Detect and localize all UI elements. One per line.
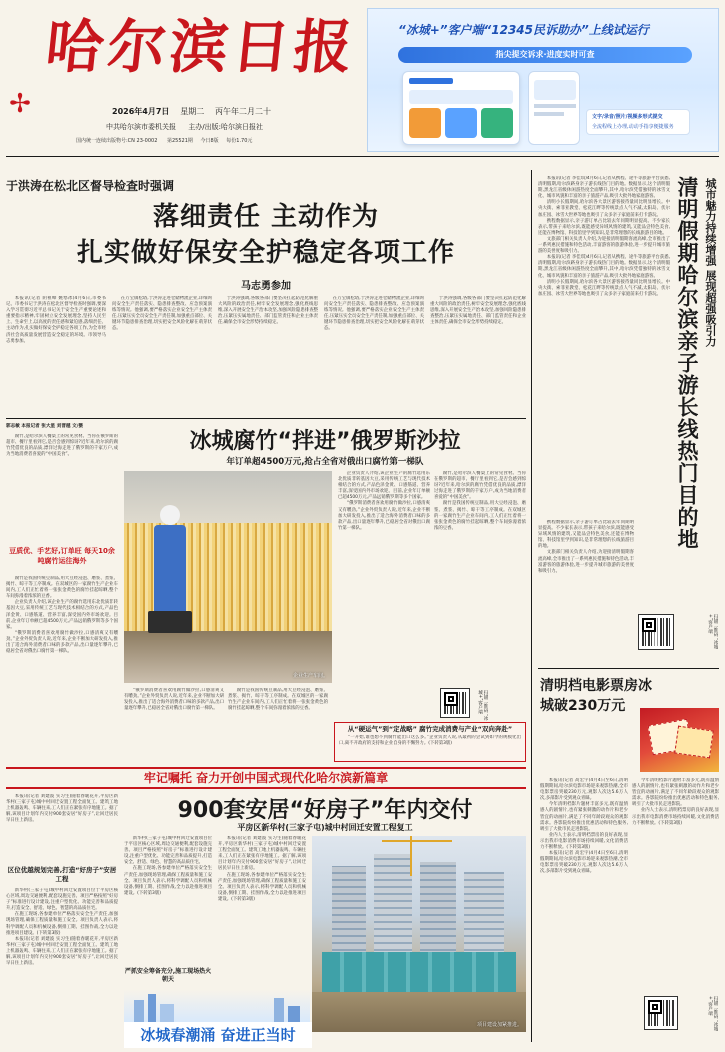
lead-title-2: 扎实做好保安全护稳定各项工作	[76, 238, 455, 268]
ad-headline: “冰城+”客户端“12345民诉助办”上线试运行	[398, 23, 649, 37]
housing-col-mid-1: 新华村(三家子屯)城中村回迁安置项目位于平房区核心区域,周边交通便利,配套设施完善。项目严格按照“好房子”标准进行设计建设,注重户型优化、功能完善和品质提升,打造安全、舒适、绿色、智慧的高品质住宅。 在施工现场,各参建单位严格落实安全生产责任,加强现场管理,确保工程质量和施工安全。项目负责人表示,将科学调配人员和机械设备,倒排工期、挂图作战,全力以赴推进项目建设。(下转第3版)	[124, 836, 212, 896]
meat-col-low-1: “俄罗斯消费者喜欢用腐竹做沙拉,口感清爽又有嚼劲。”企业外贸负责人说,近年来,企业不断加大研发投入,推出了适合海外消费者口味的多款产品,出口量逐年攀升,已稳居全省对俄出口腐竹第一梯队。	[124, 688, 224, 712]
movie-title: 清明档电影票房冰城破230万元	[540, 678, 652, 714]
meat-col-left-1: 腐竹,是哈尔滨人餐桌上的常见食材。当你在俄罗斯的超市、餐厅里看到它,是否会感到惊讶?近年来,哈尔滨的腐竹凭借优良的品质,漂洋过海走进了俄罗斯的千家万户,成为当地消费者喜爱的“中国美食”。	[6, 434, 118, 458]
masthead-issue: 国内统一连续出版物号:CN 23-0002 第25521期 今日8版 每份1.70元	[76, 138, 253, 144]
movie-ticket-photo	[640, 708, 719, 772]
side-qr-label: 扫描二维码 “冰城+”客户端	[707, 614, 718, 650]
housing-subtitle: 平房区新华村(三家子屯)城中村回迁安置工程复工	[237, 823, 413, 832]
movie-qr-code-icon[interactable]	[644, 996, 678, 1030]
masthead-title: 哈尔滨日报	[42, 13, 360, 81]
lead-kicker: 于洪涛在松北区督导检查时强调	[6, 179, 175, 193]
tofu-skin-factory-photo	[124, 471, 332, 683]
side-kicker: 城市魅力持续增强 展现超强吸引力	[704, 178, 717, 347]
photo-caption: 企业生产车间。	[292, 673, 328, 679]
housing-col-left-1: 本报讯(记者 刘建波 实习生)随着春暖花开,平房区新华村(三家子屯)城中村回迁安置工程全面复工。建筑工地上机器轰鸣、车辆往来,工人们正在紧张有序地施工。据了解,该项目计划年内交付900套安居“好房子”,让回迁居民早日住上新房。	[6, 794, 118, 824]
masthead	[0, 0, 360, 150]
meat-subhead: 豆质优、手艺好,订单旺 每天10余吨腐竹运往海外	[9, 547, 115, 565]
meat-title: 冰城腐竹“拌进”俄罗斯沙拉	[189, 429, 461, 454]
side-divider	[538, 668, 719, 669]
lead-divider	[6, 418, 526, 419]
movie-col-1: 本报讯(记者 高宏宇)4月4日至6日,清明假期期间,哈尔滨电影市场迎来观影热潮,全市电影票房突破230万元,观影人次达5.6万人次,多部影片受到观众青睐。 今年清明档影片题材丰富多元,既有温情感人的剧情片,也有紧张刺激的动作片和老少皆宜的动画片,满足了不同年龄段观众的观影需求。各影院纷纷推出优惠活动和特色服务,吸引了大批市民走进影院。 业内人士表示,清明档票房的良好表现,显示出我市电影消费市场持续回暖,文化消费活力不断释放。(下转第3版) 本报讯(记者 高宏宇)4月4日至6日,清明假期期间,哈尔滨电影市场迎来观影热潮,全市电影票房突破230万元,观影人次达5.6万人次,多部影片受到观众青睐。	[540, 778, 628, 875]
slogan-1: 牢记嘱托 奋力开创中国式现代化哈尔滨新篇章	[143, 771, 389, 785]
slogan-2: 冰城春潮涌 奋进正当时	[140, 1026, 296, 1044]
meat-byline: 郭志敏 本报记者 张大星 刘晋越 文/摄	[6, 424, 83, 429]
masthead-date: 2026年4月7日 星期二 丙午年二月二十	[112, 107, 271, 116]
movie-col-2: 今年清明档影片题材丰富多元,既有温情感人的剧情片,也有紧张刺激的动作片和老少皆宜的动画片,满足了不同年龄段观众的观影需求。各影院纷纷推出优惠活动和特色服务,吸引了大批市民走进影院。 业内人士表示,清明档票房的良好表现,显示出我市电影消费市场持续回暖,文化消费活力不断释放。(下转第3版)	[632, 778, 719, 826]
lead-col-5: 于洪涛强调,各级各部门要坚决扛起防范化解重大风险的政治责任,树牢安全发展理念,强化底线思维,深入开展安全生产治本攻坚,加强风险隐患排查整治,压紧压实属地责任、部门监管责任和企业主体责任,确保全市安全形势持续稳定。	[430, 296, 526, 326]
strategy-title: 从“硬运气”到“定战略” 腐竹完成消费与产业“双向奔赴”	[347, 725, 513, 733]
side-col-1: 本报讯(记者 李佳琪)4月6日,记者从携程、途牛等旅游平台获悉,清明假期,哈尔滨跻身亲子游长线热门目的地。数据显示,这个清明假期,黑龙江省级休闲游热度全面攀升,其中,哈尔滨凭借独特的冰雪文化、城市风貌和丰富的亲子旅游产品,吸引大批外地家庭游客。 清明小长假期间,哈尔滨各大景区游客接待量同比明显增长。中央大街、索菲亚教堂、松花江畔等传统景点人气不减,太阳岛、伏尔加庄园、冰雪大世界等地也吸引了众多亲子家庭前来打卡游玩。 携程数据显示,亲子游订单占比较去年同期明显提高。不少家长表示,带孩子来哈尔滨,既能感受异域风情的建筑,又能品尝特色美食,还能在博物馆、科技馆里学到知识,是非常理想的长线旅游目的地。 文旅部门相关负责人介绍,为迎接清明假期客流高峰,全市推出了一系列惠民措施和特色活动,丰富游客的旅游体验,进一步提升城市旅游的美誉度和吸引力。 本报讯(记者 李佳琪)4月6日,记者从携程、途牛等旅游平台获悉,清明假期,哈尔滨跻身亲子游长线热门目的地。数据显示,这个清明假期,黑龙江省级休闲游热度全面攀升,其中,哈尔滨凭借独特的冰雪文化、城市风貌和丰富的亲子旅游产品,吸引大批外地家庭游客。 清明小长假期间,哈尔滨各大景区游客接待量同比明显增长。中央大街、索菲亚教堂、松花江畔等传统景点人气不减,太阳岛、伏尔加庄园、冰雪大世界等地也吸引了众多亲子家庭前来打卡游玩。	[538, 176, 670, 297]
slogan-bar-2	[124, 1022, 312, 1048]
column-divider	[531, 170, 532, 1042]
lead-title-1: 落细责任 主动作为	[152, 202, 380, 232]
ad-notes: 文字/录音/照片/视频多形式提交 全流程线上办理,动动手指享便捷服务	[586, 109, 690, 135]
ad-phone-mock-2	[528, 71, 580, 145]
housing-col-mid-2: 本报讯(记者 刘建波 实习生)随着春暖花开,平房区新华村(三家子屯)城中村回迁安置工程全面复工。建筑工地上机器轰鸣、车辆往来,工人们正在紧张有序地施工。据了解,该项目计划年内交付900套安居“好房子”,让回迁居民早日住上新房。 在施工现场,各参建单位严格落实安全生产责任,加强现场管理,确保工程质量和施工安全。项目负责人表示,将科学调配人员和机械设备,倒排工期、挂图作战,全力以赴推进项目建设。(下转第3版)	[218, 836, 306, 902]
meat-col-right: 腐竹,是哈尔滨人餐桌上的常见食材。当你在俄罗斯的超市、餐厅里看到它,是否会感到惊讶?近年来,哈尔滨的腐竹凭借优良的品质,漂洋过海走进了俄罗斯的千家万户,成为当地消费者喜爱的“中国美食”。 腐竹是我国传统豆制品,用大豆经浸泡、磨浆、煮浆、揭竹、晾干等工序制成。在双城区的一家腐竹生产企业车间内,工人们正忙着将一张张金黄色的腐竹挂起晾晒,整个车间弥漫着浓浓的豆香。	[434, 471, 526, 531]
side-col-2: 携程数据显示,亲子游订单占比较去年同期明显提高。不少家长表示,带孩子来哈尔滨,既能感受异域风情的建筑,又能品尝特色美食,还能在博物馆、科技馆里学到知识,是非常理想的长线旅游目的地。 文旅部门相关负责人介绍,为迎接清明假期客流高峰,全市推出了一系列惠民措施和特色活动,丰富游客的旅游体验,进一步提升城市旅游的美誉度和吸引力。	[538, 520, 634, 574]
side-title: 清明假期哈尔滨亲子游长线热门目的地	[675, 176, 699, 550]
housing-subhead-2: 严抓安全筹备充分,施工现场热火朝天	[124, 968, 212, 983]
construction-caption: 项目建设加紧推进。	[476, 1022, 522, 1028]
slogan-bar-1	[6, 767, 526, 789]
side-qr-code-icon[interactable]	[638, 614, 674, 650]
strategy-body: “一开始,谁也想不到腐竹能出口这么多。”企业负责人说,从最初的尝试到如今的规模化出口,离不开政府的支持和企业自身的不懈努力。(下转第3版)	[339, 735, 521, 747]
qr-code-icon[interactable]	[440, 688, 470, 718]
masthead-divider	[6, 156, 719, 157]
lead-col-2: 在万宝镇松塔,于洪涛走进仓储物流企业,详细询问安全生产责任落实、隐患排查整改、应急预案演练等情况。他强调,要严格落实企业安全生产主体责任,压紧压实全员安全生产责任制,加强重点部位、关键环节隐患排查治理,切实把安全风险化解在萌芽状态。	[112, 296, 212, 332]
lead-col-4: 在万宝镇松塔,于洪涛走进仓储物流企业,详细询问安全生产责任落实、隐患排查整改、应急预案演练等情况。他强调,要严格落实企业安全生产主体责任,压紧压实全员安全生产责任制,加强重点部位、关键环节隐患排查治理,切实把安全风险化解在萌芽状态。	[324, 296, 424, 332]
masthead-seal: ✢	[9, 89, 31, 119]
skyline-graphic	[124, 990, 310, 1022]
movie-qr-label: 扫描二维码 “冰城+”客户端	[707, 996, 718, 1032]
strategy-box	[334, 722, 526, 762]
meat-col-mid: 企业负责人介绍,该企业生产的腐竹选用东北优质非转基因大豆,采用传统工艺与现代技术相结合的方式,产品色泽金黄、口感筋道、营养丰富,深受国内外市场欢迎。目前,企业年订单额已超4500万元,产品远销俄罗斯等多个国家。 “俄罗斯消费者喜欢用腐竹做沙拉,口感清爽又有嚼劲。”企业外贸负责人说,近年来,企业不断加大研发投入,推出了适合海外消费者口味的多款产品,出口量逐年攀升,已稳居全省对俄出口腐竹第一梯队。	[338, 471, 430, 531]
meat-subtitle: 年订单超4500万元,抢占全省对俄出口腐竹第一梯队	[226, 457, 424, 467]
ad-banner[interactable]	[367, 8, 719, 152]
construction-site-photo	[312, 836, 526, 1032]
lead-subtitle: 马志勇参加	[241, 281, 291, 292]
ad-phone-mock	[402, 71, 520, 145]
qr-label: 扫描二维码 “冰城+”客户端	[477, 690, 488, 721]
masthead-info: 中共哈尔滨市委机关报 主办/出版:哈尔滨日报社	[106, 123, 263, 131]
housing-col-left-2: 新华村(三家子屯)城中村回迁安置项目位于平房区核心区域,周边交通便利,配套设施完善。项目严格按照“好房子”标准进行设计建设,注重户型优化、功能完善和品质提升,打造安全、舒适、绿色、智慧的高品质住宅。 在施工现场,各参建单位严格落实安全生产责任,加强现场管理,确保工程质量和施工安全。项目负责人表示,将科学调配人员和机械设备,倒排工期、挂图作战,全力以赴推进项目建设。(下转第3版) 本报讯(记者 刘建波 实习生)随着春暖花开,平房区新华村(三家子屯)城中村回迁安置工程全面复工。建筑工地上机器轰鸣、车辆往来,工人们正在紧张有序地施工。据了解,该项目计划年内交付900套安居“好房子”,让回迁居民早日住上新房。	[6, 888, 118, 967]
lead-col-1: 本报讯(记者 阴祖峰 姚寒冰)4月6日,市委书记、市委书记于洪涛在松北区督导检查时强调,要深入学习贯彻习近平总书记关于安全生产重要论述和重要指示精神,牢固树立安全发展理念,坚持人民至上、生命至上,以高度的责任感和紧迫感,落细责任、主动作为,扎实做好保安全护稳定各项工作,为全市经济社会高质量发展营造安全稳定的环境。市领导马志勇参加。	[6, 296, 106, 344]
housing-title: 900套安居“好房子”年内交付	[177, 798, 473, 823]
lead-col-3: 于洪涛强调,各级各部门要坚决扛起防范化解重大风险的政治责任,树牢安全发展理念,强化底线思维,深入开展安全生产治本攻坚,加强风险隐患排查整治,压紧压实属地责任、部门监管责任和企业主体责任,确保全市安全形势持续稳定。	[218, 296, 318, 326]
meat-col-low-2: 腐竹是我国传统豆制品,用大豆经浸泡、磨浆、煮浆、揭竹、晾干等工序制成。在双城区的一家腐竹生产企业车间内,工人们正忙着将一张张金黄色的腐竹挂起晾晒,整个车间弥漫着浓浓的豆香。	[228, 688, 328, 712]
ad-subline: 指尖提交诉求·进度实时可查	[495, 50, 595, 59]
housing-subhead-1: 区位优越规划完善,打造“好房子”安居工程	[7, 866, 117, 883]
meat-col-left-2: 腐竹是我国传统豆制品,用大豆经浸泡、磨浆、煮浆、揭竹、晾干等工序制成。在双城区的一家腐竹生产企业车间内,工人们正忙着将一张张金黄色的腐竹挂起晾晒,整个车间弥漫着浓浓的豆香。 企业负责人介绍,该企业生产的腐竹选用东北优质非转基因大豆,采用传统工艺与现代技术相结合的方式,产品色泽金黄、口感筋道、营养丰富,深受国内外市场欢迎。目前,企业年订单额已超4500万元,产品远销俄罗斯等多个国家。 “俄罗斯消费者喜欢用腐竹做沙拉,口感清爽又有嚼劲。”企业外贸负责人说,近年来,企业不断加大研发投入,推出了适合海外消费者口味的多款产品,出口量逐年攀升,已稳居全省对俄出口腐竹第一梯队。	[6, 576, 118, 655]
